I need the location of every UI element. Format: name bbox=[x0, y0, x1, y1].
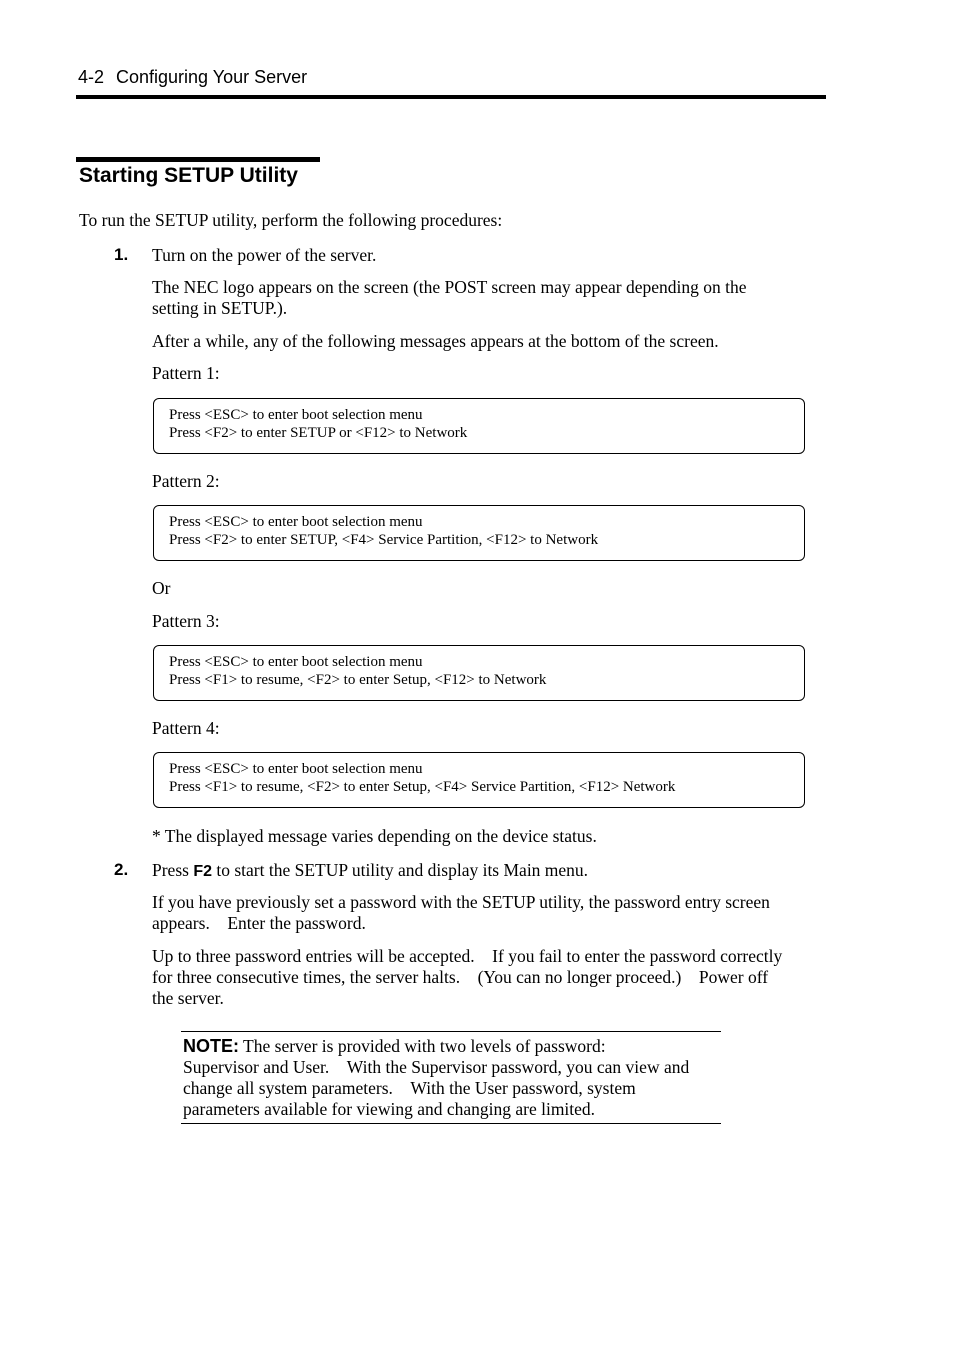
pattern-3-message-box bbox=[153, 645, 805, 701]
pattern-1-message-box bbox=[153, 398, 805, 454]
pattern-2-line-2: Press <F2> to enter SETUP, <F4> Service Partition, <F12> to Network bbox=[169, 532, 599, 548]
note-line-1-text: The server is provided with two levels of password: bbox=[239, 1036, 606, 1056]
step-2-text-after: to start the SETUP utility and display its Main menu. bbox=[212, 860, 589, 880]
step-2-paragraph-1 bbox=[152, 892, 842, 934]
note-label: NOTE: bbox=[183, 1036, 239, 1056]
section-heading-bar bbox=[76, 157, 320, 162]
step-1-paragraph-1-line-1: The NEC logo appears on the screen (the POST screen may appear depending on the bbox=[152, 277, 747, 297]
step-2-paragraph-2 bbox=[152, 946, 842, 1009]
step-1-text: Turn on the power of the server. bbox=[152, 245, 377, 265]
step-2-paragraph-2-line-3: the server. bbox=[152, 988, 224, 1008]
step-2-number: 2. bbox=[114, 860, 129, 879]
step-2-paragraph-1-line-1: If you have previously set a password with the SETUP utility, the password entry screen bbox=[152, 892, 770, 912]
note-block bbox=[183, 1036, 719, 1120]
running-header bbox=[78, 66, 307, 88]
step-1-number: 1. bbox=[114, 245, 129, 264]
device-status-footnote: * The displayed message varies depending on the device status. bbox=[152, 826, 597, 846]
pattern-3-label: Pattern 3: bbox=[152, 611, 220, 631]
or-text: Or bbox=[152, 578, 171, 598]
step-2-text bbox=[152, 860, 588, 882]
pattern-2-label: Pattern 2: bbox=[152, 471, 220, 491]
note-line-2: Supervisor and User. With the Supervisor password, you can view and bbox=[183, 1057, 690, 1077]
note-line-3: change all system parameters. With the User password, system bbox=[183, 1078, 636, 1098]
step-2-paragraph-1-line-2: appears. Enter the password. bbox=[152, 913, 366, 933]
header-rule bbox=[76, 95, 826, 99]
pattern-4-line-1: Press <ESC> to enter boot selection menu bbox=[169, 761, 423, 777]
note-line-1 bbox=[183, 1036, 719, 1057]
note-line-4: parameters available for viewing and changing are limited. bbox=[183, 1099, 596, 1119]
pattern-1-line-2: Press <F2> to enter SETUP or <F12> to Network bbox=[169, 425, 468, 441]
step-2-text-before: Press bbox=[152, 860, 194, 880]
step-1-paragraph-1 bbox=[152, 277, 832, 319]
step-2-paragraph-2-line-2: for three consecutive times, the server halts. (You can no longer proceed.) Power off bbox=[152, 967, 769, 987]
chapter-title: Configuring Your Server bbox=[116, 67, 308, 87]
step-1-paragraph-2: After a while, any of the following messages appears at the bottom of the screen. bbox=[152, 331, 719, 351]
pattern-4-line-2: Press <F1> to resume, <F2> to enter Setup, <F4> Service Partition, <F12> Network bbox=[169, 779, 676, 795]
pattern-2-message-box bbox=[153, 505, 805, 561]
pattern-3-line-2: Press <F1> to resume, <F2> to enter Setup, <F12> to Network bbox=[169, 672, 547, 688]
note-bottom-rule bbox=[181, 1123, 721, 1124]
f2-key: F2 bbox=[193, 863, 212, 880]
pattern-3-line-1: Press <ESC> to enter boot selection menu bbox=[169, 654, 423, 670]
note-top-rule bbox=[181, 1031, 721, 1032]
step-2-paragraph-2-line-1: Up to three password entries will be accepted. If you fail to enter the password correctly bbox=[152, 946, 783, 966]
section-title: Starting SETUP Utility bbox=[79, 164, 298, 187]
step-1-paragraph-1-line-2: setting in SETUP.). bbox=[152, 298, 288, 318]
intro-paragraph: To run the SETUP utility, perform the following procedures: bbox=[79, 210, 503, 230]
pattern-1-label: Pattern 1: bbox=[152, 363, 220, 383]
pattern-4-label: Pattern 4: bbox=[152, 718, 220, 738]
pattern-4-message-box bbox=[153, 752, 805, 808]
pattern-2-line-1: Press <ESC> to enter boot selection menu bbox=[169, 514, 423, 530]
page-number: 4-2 bbox=[78, 67, 105, 87]
pattern-1-line-1: Press <ESC> to enter boot selection menu bbox=[169, 407, 423, 423]
